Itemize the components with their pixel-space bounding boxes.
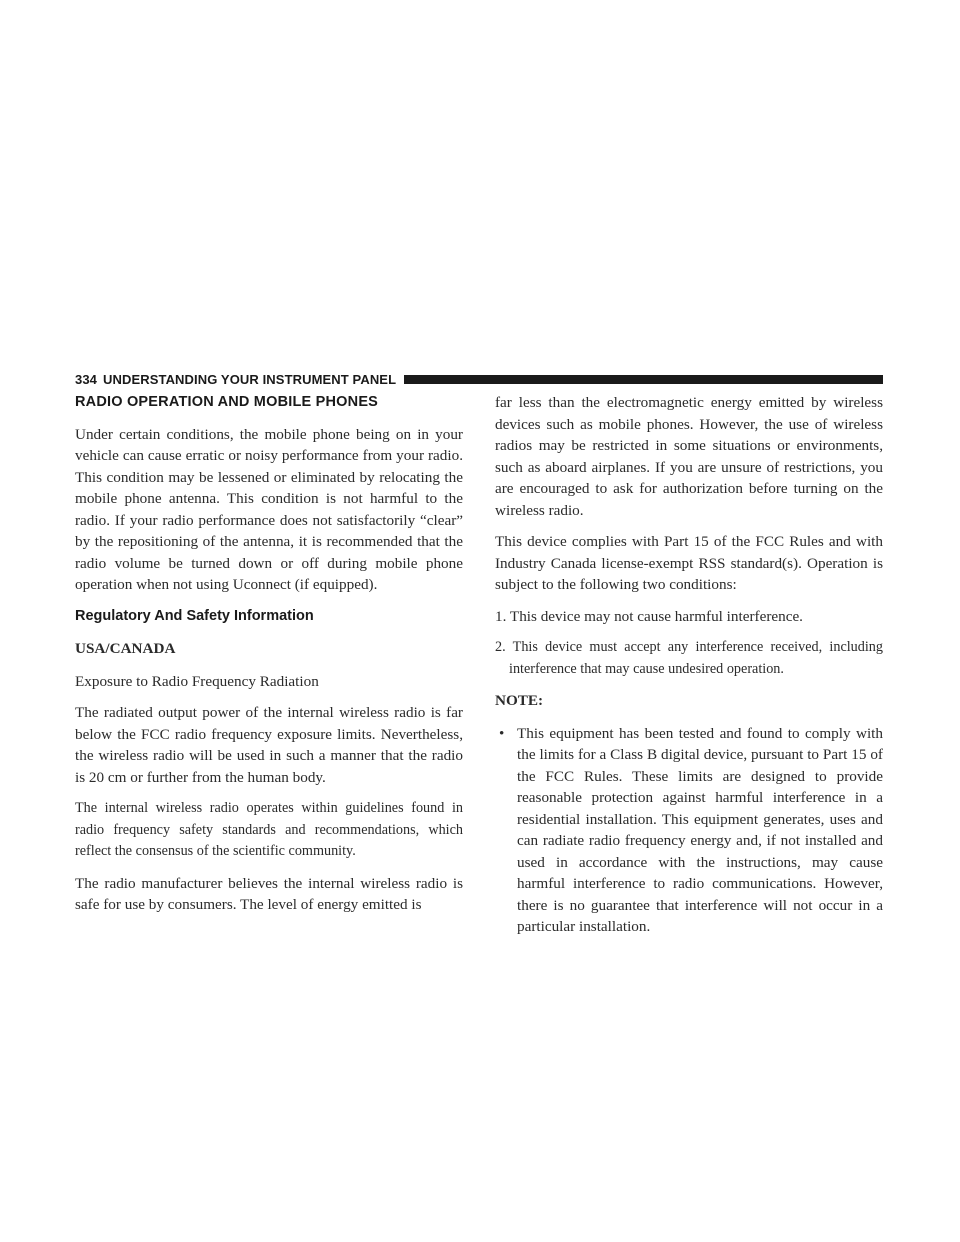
paragraph-continued: far less than the electromagnetic energy emitted by wireless devices such as mobile phones. However, the use of wireless radios may be restricted in some situations or environments, such as aboard airplanes. If you are unsure of restrictions, you are encouraged to ask for authorization before turning on the wireless radio. [495, 394, 883, 519]
paragraph-radio-operation: Under certain conditions, the mobile phone being on in your vehicle can cause erratic or noisy performance from your radio. This condition may be lessened or eliminated by relocating the mobile phone antenna. This condition is not harmful to the radio. If your radio performance does not satisfactorily “clear” by the repositioning of the antenna, it is recommended that the radio volume be turned down or off during mobile phone operation when not using Uconnect (if equipped). [75, 425, 463, 593]
note-label: NOTE: [495, 692, 544, 709]
bullet-icon: • [499, 724, 505, 742]
paragraph-manufacturer: The radio manufacturer believes the internal wireless radio is safe for use by consumers. The level of energy emitted is [75, 874, 463, 913]
note-bullet-text: This equipment has been tested and found to comply with the limits for a Class B digital device, pursuant to Part 15 of the FCC Rules. These limits are designed to provide reasonable protection against harmful interference in a residential installation. This equipment generates, uses and can radiate radio frequency energy and, if not installed and used in accordance with the instructions, may cause harmful interference to radio communications. However, there is no guarantee that interference will not occur in a particular installation. [517, 724, 883, 935]
section-heading: RADIO OPERATION AND MOBILE PHONES [75, 394, 379, 410]
paragraph-output-power: The radiated output power of the internal wireless radio is far below the FCC radio frequency exposure limits. Nevertheless, the wireless radio will be used in such a manner that the radio is 20 cm or further from the human body. [75, 704, 463, 786]
condition-item-2: 2. This device must accept any interference received, including interference that may cause undesired operation. [495, 639, 883, 677]
left-column [75, 392, 463, 926]
exposure-title: Exposure to Radio Frequency Radiation [75, 672, 319, 690]
region-label: USA/CANADA [75, 640, 176, 657]
subheading-regulatory: Regulatory And Safety Information [75, 607, 314, 624]
paragraph-guidelines: The internal wireless radio operates within guidelines found in radio frequency safety standards and recommendations, which reflect the consensus of the scientific community. [75, 800, 463, 859]
note-bullet-item [495, 723, 883, 938]
condition-item-1: 1. This device may not cause harmful interference. [495, 607, 803, 625]
page-header [75, 369, 883, 389]
section-title: UNDERSTANDING YOUR INSTRUMENT PANEL [103, 371, 397, 387]
header-rule [404, 375, 883, 384]
right-column [495, 392, 883, 938]
page-number: 334 [75, 371, 97, 387]
paragraph-fcc-compliance: This device complies with Part 15 of the FCC Rules and with Industry Canada license-exempt RSS standard(s). Operation is subject to the following two conditions: [495, 533, 883, 593]
